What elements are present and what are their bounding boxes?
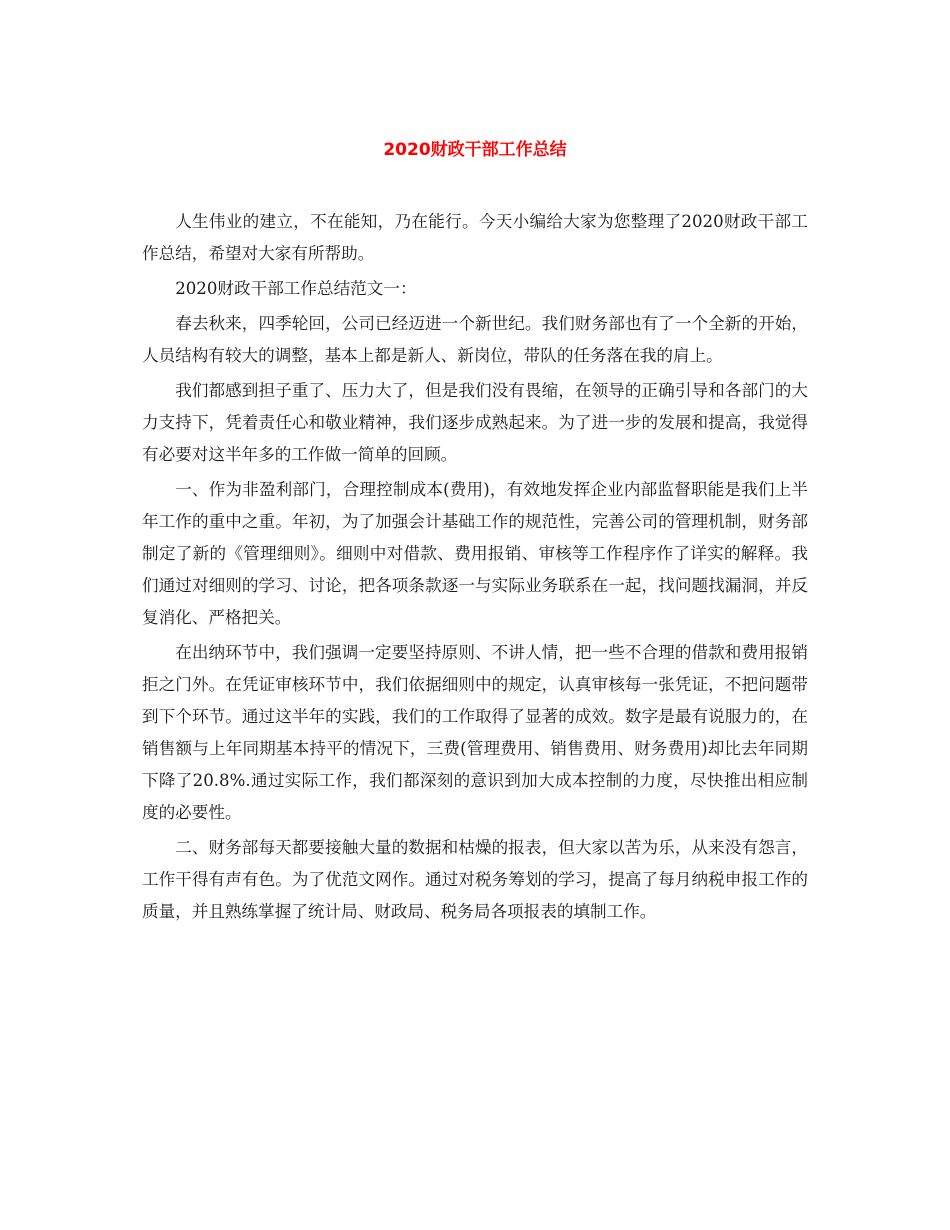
paragraph-pressure: 我们都感到担子重了、压力大了，但是我们没有畏缩，在领导的正确引导和各部门的大力支持下，凭着责任心和敬业精神，我们逐步成熟起来。为了进一步的发展和提高，我觉得有必要对这半年多的工作做一简单的回顾。 — [142, 381, 808, 464]
paragraph-new-start: 春去秋来，四季轮回，公司已经迈进一个新世纪。我们财务部也有了一个全新的开始，人员结构有较大的调整，基本上都是新人、新岗位，带队的任务落在我的肩上。 — [142, 314, 808, 365]
paragraph-sample-heading: 2020财政干部工作总结范文一： — [175, 279, 417, 298]
document-title: 2020财政干部工作总结 — [383, 140, 567, 160]
document-body — [142, 206, 808, 931]
paragraph-intro: 人生伟业的建立，不在能知，乃在能行。今天小编给大家为您整理了2020财政干部工作总结，希望对大家有所帮助。 — [142, 212, 808, 263]
paragraph-cost-control: 一、作为非盈利部门，合理控制成本(费用)，有效地发挥企业内部监督职能是我们上半年工作的重中之重。年初，为了加强会计基础工作的规范性，完善公司的管理机制，财务部制定了新的《管理细则》。细则中对借款、费用报销、审核等工作程序作了详实的解释。我们通过对细则的学习、讨论，把各项条款逐一与实际业务联系在一起，找问题找漏洞，并反复消化、严格把关。 — [142, 480, 808, 627]
paragraph-cashier: 在出纳环节中，我们强调一定要坚持原则、不讲人情，把一些不合理的借款和费用报销拒之门外。在凭证审核环节中，我们依据细则中的规定，认真审核每一张凭证，不把问题带到下个环节。通过这半年的实践，我们的工作取得了显著的成效。数字是最有说服力的，在销售额与上年同期基本持平的情况下，三费(管理费用、销售费用、财务费用)却比去年同期下降了20.8%.通过实际工作，我们都深刻的意识到加大成本控制的力度，尽快推出相应制度的必要性。 — [142, 643, 808, 822]
paragraph-reports: 二、财务部每天都要接触大量的数据和枯燥的报表，但大家以苦为乐，从来没有怨言，工作干得有声有色。为了优范文网作。通过对税务筹划的学习，提高了每月纳税申报工作的质量，并且熟练掌握了统计局、财政局、税务局各项报表的填制工作。 — [142, 838, 808, 921]
